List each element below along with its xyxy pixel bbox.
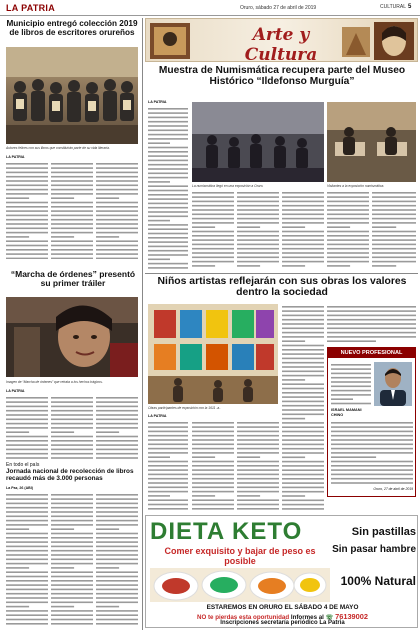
museum-text-col1 bbox=[148, 106, 188, 270]
story1-photo bbox=[6, 47, 138, 144]
story1-text-col3 bbox=[96, 161, 138, 259]
column-divider bbox=[142, 18, 143, 630]
story2-label: LA PATRIA bbox=[6, 389, 25, 393]
museum-photo-2 bbox=[327, 102, 416, 182]
text-lines bbox=[282, 190, 324, 270]
story3-headline: Jornada nacional de recolección de libros recaudó más de 3.000 personas bbox=[6, 468, 134, 482]
text-lines bbox=[192, 190, 234, 270]
profesional-text bbox=[331, 362, 371, 406]
phone-icon: ☏ bbox=[325, 614, 334, 621]
kids-label: LA PATRIA bbox=[148, 414, 167, 418]
text-lines bbox=[6, 492, 48, 626]
story2-caption: Imagen de “Marcha de órdenes” que retrata a los hechos trágicos. bbox=[6, 380, 103, 384]
food-plates-illustration bbox=[150, 568, 330, 602]
text-lines bbox=[6, 161, 48, 259]
story2-text-col3 bbox=[96, 395, 138, 459]
kids-caption: Obras participantes de exposición con la 1611 -a- bbox=[148, 406, 221, 410]
story1-caption: Autores felices con sus libros que constituirán parte de su vida literaria. bbox=[6, 146, 110, 150]
museum-label: LA PATRIA bbox=[148, 100, 167, 104]
kids-headline: Niños artistas reflejarán con sus obras los valores dentro la sociedad bbox=[157, 276, 407, 298]
museum-text-col4 bbox=[282, 190, 324, 270]
film-still-illustration bbox=[6, 297, 138, 377]
text-lines bbox=[6, 395, 48, 459]
ad-phone[interactable]: 76139002 bbox=[335, 612, 368, 621]
dateline: Oruro, sábado 27 de abril de 2019 bbox=[240, 5, 317, 11]
profesional-box bbox=[327, 347, 416, 497]
text-lines bbox=[96, 492, 138, 626]
story1-text-col1 bbox=[6, 161, 48, 259]
text-lines bbox=[96, 161, 138, 259]
kids-text-col3 bbox=[237, 420, 279, 512]
kids-text-col2 bbox=[192, 420, 234, 512]
kids-photo bbox=[148, 304, 278, 404]
section-banner bbox=[145, 18, 418, 65]
kids-text-col5 bbox=[327, 304, 416, 344]
story2-text-col2 bbox=[51, 395, 93, 459]
profesional-title: NUEVO PROFESIONAL bbox=[328, 348, 415, 358]
museum-text-col5 bbox=[327, 190, 369, 270]
profesional-photo bbox=[374, 362, 412, 406]
story1-label: LA PATRIA bbox=[6, 155, 25, 159]
story3-text-col2 bbox=[51, 492, 93, 626]
ad-side3: 100% Natural bbox=[340, 574, 416, 588]
museum-text-col2 bbox=[192, 190, 234, 270]
ad-subtitle: Comer exquisito y bajar de peso es posible bbox=[164, 546, 316, 566]
profesional-name: ISRAEL MAMANI CHINO bbox=[331, 408, 362, 417]
ad-footer1: ESTAREMOS EN ORURO EL SÁBADO 4 DE MAYO bbox=[206, 604, 359, 611]
text-lines bbox=[331, 362, 371, 406]
story3-text-col3 bbox=[96, 492, 138, 626]
page-number: 5 bbox=[408, 4, 412, 10]
text-lines bbox=[51, 395, 93, 459]
ad-brand: DIETA KETO bbox=[150, 518, 303, 545]
text-lines bbox=[51, 161, 93, 259]
story3-kicker: En todo el país bbox=[6, 462, 40, 468]
museum-caption-2: Visitantes a la exposición numismática. bbox=[327, 184, 385, 188]
text-lines bbox=[51, 492, 93, 626]
text-lines bbox=[192, 420, 234, 512]
dieta-keto-ad bbox=[145, 515, 418, 628]
kids-text-col1 bbox=[148, 420, 188, 512]
masthead: LA PATRIA bbox=[6, 3, 56, 13]
museum-text-col3 bbox=[237, 190, 279, 270]
text-lines bbox=[237, 190, 279, 270]
ad-food-photo bbox=[150, 568, 330, 602]
story1-headline: Municipio entregó colección 2019 de libros de escritores orureños bbox=[6, 19, 138, 37]
story1-text-col2 bbox=[51, 161, 93, 259]
profesional-date: Oruro, 27 de abril de 2019 bbox=[373, 487, 413, 491]
portrait-illustration bbox=[374, 362, 412, 406]
story2-text-col1 bbox=[6, 395, 48, 459]
ad-phone-label: Informes al bbox=[290, 614, 324, 621]
section-name: CULTURAL bbox=[380, 4, 407, 10]
banner-title: Arte y Cultura bbox=[244, 25, 318, 65]
museum-text-col6 bbox=[372, 190, 416, 270]
museum-headline: Muestra de Numismática recupera parte del Museo Histórico “Ildefonso Murguía” bbox=[158, 65, 406, 87]
story2-headline: “Marcha de órdenes” presentó su primer tráiler bbox=[10, 269, 136, 288]
text-lines bbox=[327, 304, 416, 344]
text-lines bbox=[148, 420, 188, 512]
section-divider bbox=[145, 273, 418, 274]
story3-label: La Paz, 26 (ABI) bbox=[6, 486, 33, 490]
kids-text-col4 bbox=[282, 304, 324, 512]
group-photo-illustration bbox=[6, 47, 138, 144]
visitors-illustration bbox=[327, 102, 416, 182]
museum-photo-1 bbox=[192, 102, 324, 182]
text-lines bbox=[372, 190, 416, 270]
story3-text-col1 bbox=[6, 492, 48, 626]
text-lines bbox=[237, 420, 279, 512]
artwork-gallery-illustration bbox=[148, 304, 278, 404]
exhibition-illustration bbox=[192, 102, 324, 182]
ad-side2: Sin pasar hambre bbox=[332, 544, 416, 555]
text-lines bbox=[331, 420, 413, 486]
museum-caption: La numismática llegó en una exposición a Oruro. bbox=[192, 184, 264, 188]
ad-side1: Sin pastillas bbox=[351, 526, 416, 538]
ad-footer3: Inscripciones secretaría periódico La Patria bbox=[220, 620, 345, 626]
text-lines bbox=[282, 304, 324, 512]
profesional-body bbox=[331, 420, 413, 486]
story2-photo bbox=[6, 297, 138, 377]
text-lines bbox=[96, 395, 138, 459]
text-lines bbox=[327, 190, 369, 270]
page-header bbox=[0, 0, 420, 16]
text-lines bbox=[148, 106, 188, 270]
ad-footer2: NO te pierdas esta oportunidad bbox=[197, 614, 290, 621]
